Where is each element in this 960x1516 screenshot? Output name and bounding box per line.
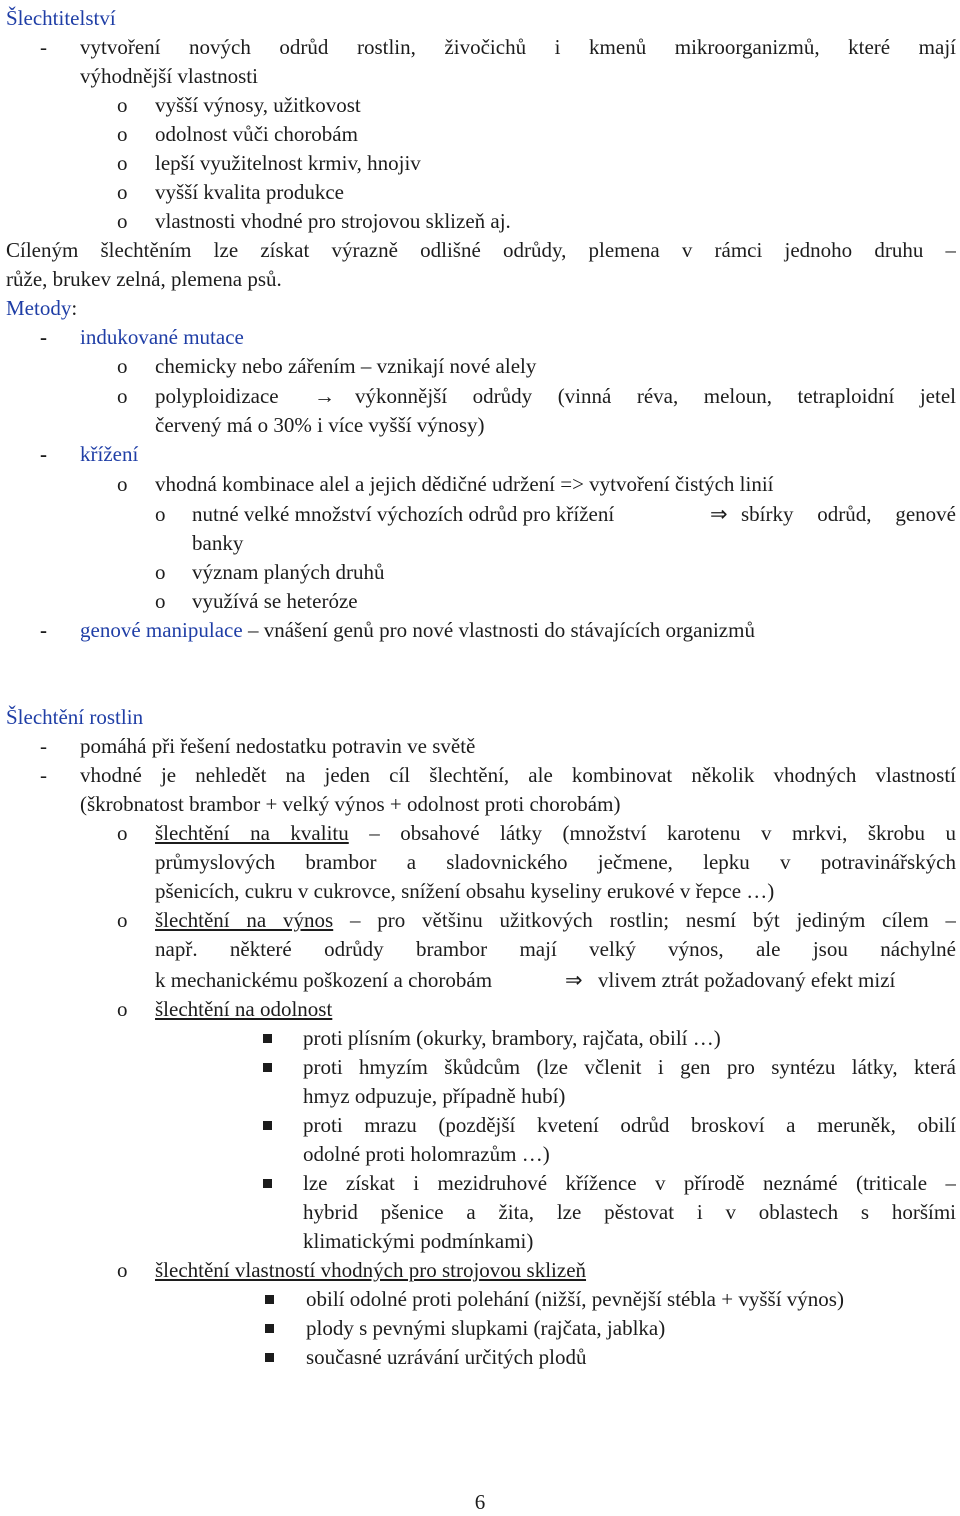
- method-title: křížení: [80, 442, 139, 466]
- dash-marker: -: [40, 35, 47, 59]
- sub-sub-item-text: sbírky odrůd, genové: [741, 502, 956, 526]
- dash-marker: -: [40, 734, 47, 758]
- resistance-item-text: proti plísním (okurky, brambory, rajčata, obilí …): [303, 1026, 721, 1050]
- circle-marker: o: [117, 997, 128, 1021]
- circle-marker: o: [117, 209, 128, 233]
- circle-marker: o: [155, 502, 166, 526]
- sub-item-text: výkonnější odrůdy (vinná réva, meloun, tetraploidní jetel: [355, 384, 956, 408]
- circle-marker: o: [117, 908, 128, 932]
- quality-text: – obsahové látky (množství karotenu v mrkvi, škrobu u: [348, 821, 956, 845]
- circle-marker: o: [117, 151, 128, 175]
- square-bullet-icon: [263, 1034, 272, 1043]
- method-title: indukované mutace: [80, 325, 244, 349]
- circle-marker: o: [117, 180, 128, 204]
- paragraph-text: Cíleným šlechtěním lze získat výrazně odlišné odrůdy, plemena v rámci jednoho druhu –: [6, 238, 956, 262]
- quality-text-continued: pšenicích, cukru v cukrovce, snížení obsahu kyseliny erukové v řepce …): [155, 879, 775, 903]
- property-text: lepší využitelnost krmiv, hnojiv: [155, 151, 421, 175]
- property-text: vyšší kvalita produkce: [155, 180, 344, 204]
- circle-marker: o: [117, 821, 128, 845]
- square-bullet-icon: [265, 1324, 274, 1333]
- square-bullet-icon: [265, 1295, 274, 1304]
- circle-marker: o: [155, 589, 166, 613]
- yield-text-continued: např. některé odrůdy brambor mají velký výnos, ale jsou náchylné: [155, 937, 956, 961]
- sub-item-label: polyploidizace: [155, 384, 279, 408]
- sub-sub-item-text: nutné velké množství výchozích odrůd pro křížení: [192, 502, 615, 526]
- resistance-item-text: proti mrazu (pozdější kvetení odrůd broskoví a meruněk, obilí: [303, 1113, 956, 1137]
- harvest-item-text: obilí odolné proti polehání (nižší, pevnější stébla + vyšší výnos): [306, 1287, 844, 1311]
- yield-label: šlechtění na výnos: [155, 908, 334, 932]
- harvest-label: šlechtění vlastností vhodných pro strojovou sklizeň: [155, 1258, 587, 1282]
- methods-label: Metody: [6, 296, 72, 320]
- section-title: Šlechtitelství: [6, 6, 116, 30]
- methods-colon: :: [71, 296, 78, 320]
- dash-marker: -: [40, 763, 47, 787]
- item-text: pomáhá při řešení nedostatku potravin ve světě: [80, 734, 476, 758]
- page-number: 6: [474, 1490, 486, 1514]
- circle-marker: o: [117, 122, 128, 146]
- definition-text-continued: výhodnější vlastnosti: [80, 64, 258, 88]
- square-bullet-icon: [263, 1179, 272, 1188]
- method-title: genové manipulace: [80, 618, 243, 642]
- square-bullet-icon: [265, 1353, 274, 1362]
- item-text: vhodné je nehledět na jeden cíl šlechtění, ale kombinovat několik vhodných vlastností: [80, 763, 956, 787]
- harvest-item-text: současné uzrávání určitých plodů: [306, 1345, 587, 1369]
- harvest-item-text: plody s pevnými slupkami (rajčata, jablka): [306, 1316, 666, 1340]
- circle-marker: o: [117, 384, 128, 408]
- dash-marker: -: [40, 618, 47, 642]
- paragraph-text: růže, brukev zelná, plemena psů.: [6, 267, 282, 291]
- circle-marker: o: [117, 93, 128, 117]
- resistance-label: šlechtění na odolnost: [155, 997, 333, 1021]
- property-text: vlastnosti vhodné pro strojovou sklizeň aj.: [155, 209, 511, 233]
- double-arrow-icon: ⇒: [710, 502, 728, 526]
- yield-text: – pro většinu užitkových rostlin; nesmí být jediným cílem –: [333, 908, 956, 932]
- resistance-item-text-continued: hybrid pšenice a žita, lze pěstovat i v oblastech s horšími: [303, 1200, 956, 1224]
- property-text: odolnost vůči chorobám: [155, 122, 358, 146]
- circle-marker: o: [155, 560, 166, 584]
- quality-text-continued: průmyslových brambor a sladovnického ječmene, lepku v potravinářských: [155, 850, 956, 874]
- section-title: Šlechtění rostlin: [6, 705, 144, 729]
- square-bullet-icon: [263, 1063, 272, 1072]
- sub-sub-item-text: využívá se heteróze: [192, 589, 358, 613]
- resistance-item-text-continued: klimatickými podmínkami): [303, 1229, 534, 1253]
- quality-label: šlechtění na kvalitu: [155, 821, 349, 845]
- property-text: vyšší výnosy, užitkovost: [155, 93, 361, 117]
- sub-sub-item-text: význam planých druhů: [192, 560, 385, 584]
- sub-sub-item-text-continued: banky: [192, 531, 244, 555]
- yield-text-continued: vlivem ztrát požadovaný efekt mizí: [598, 968, 896, 992]
- circle-marker: o: [117, 354, 128, 378]
- definition-text: vytvoření nových odrůd rostlin, živočichů i kmenů mikroorganizmů, které mají: [80, 35, 956, 59]
- double-arrow-icon: ⇒: [565, 968, 583, 992]
- item-text-continued: (škrobnatost brambor + velký výnos + odolnost proti chorobám): [80, 792, 621, 816]
- circle-marker: o: [117, 1258, 128, 1282]
- dash-marker: -: [40, 325, 47, 349]
- circle-marker: o: [117, 472, 128, 496]
- resistance-item-text-continued: odolné proti holomrazům …): [303, 1142, 550, 1166]
- resistance-item-text-continued: hmyz odpuzuje, případně hubí): [303, 1084, 566, 1108]
- resistance-item-text: lze získat i mezidruhové křížence v přírodě neznámé (triticale –: [303, 1171, 956, 1195]
- resistance-item-text: proti hmyzím škůdcům (lze včlenit i gen pro syntézu látky, která: [303, 1055, 956, 1079]
- method-description: – vnášení genů pro nové vlastnosti do stávajících organizmů: [242, 618, 755, 642]
- sub-item-text-continued: červený má o 30% i více vyšší výnosy): [155, 413, 485, 437]
- sub-item-text: chemicky nebo zářením – vznikají nové alely: [155, 354, 537, 378]
- yield-text-continued: k mechanickému poškození a chorobám: [155, 968, 493, 992]
- sub-item-text: vhodná kombinace alel a jejich dědičné udržení => vytvoření čistých linií: [155, 472, 774, 496]
- arrow-icon: →: [314, 384, 335, 408]
- dash-marker: -: [40, 442, 47, 466]
- square-bullet-icon: [263, 1121, 272, 1130]
